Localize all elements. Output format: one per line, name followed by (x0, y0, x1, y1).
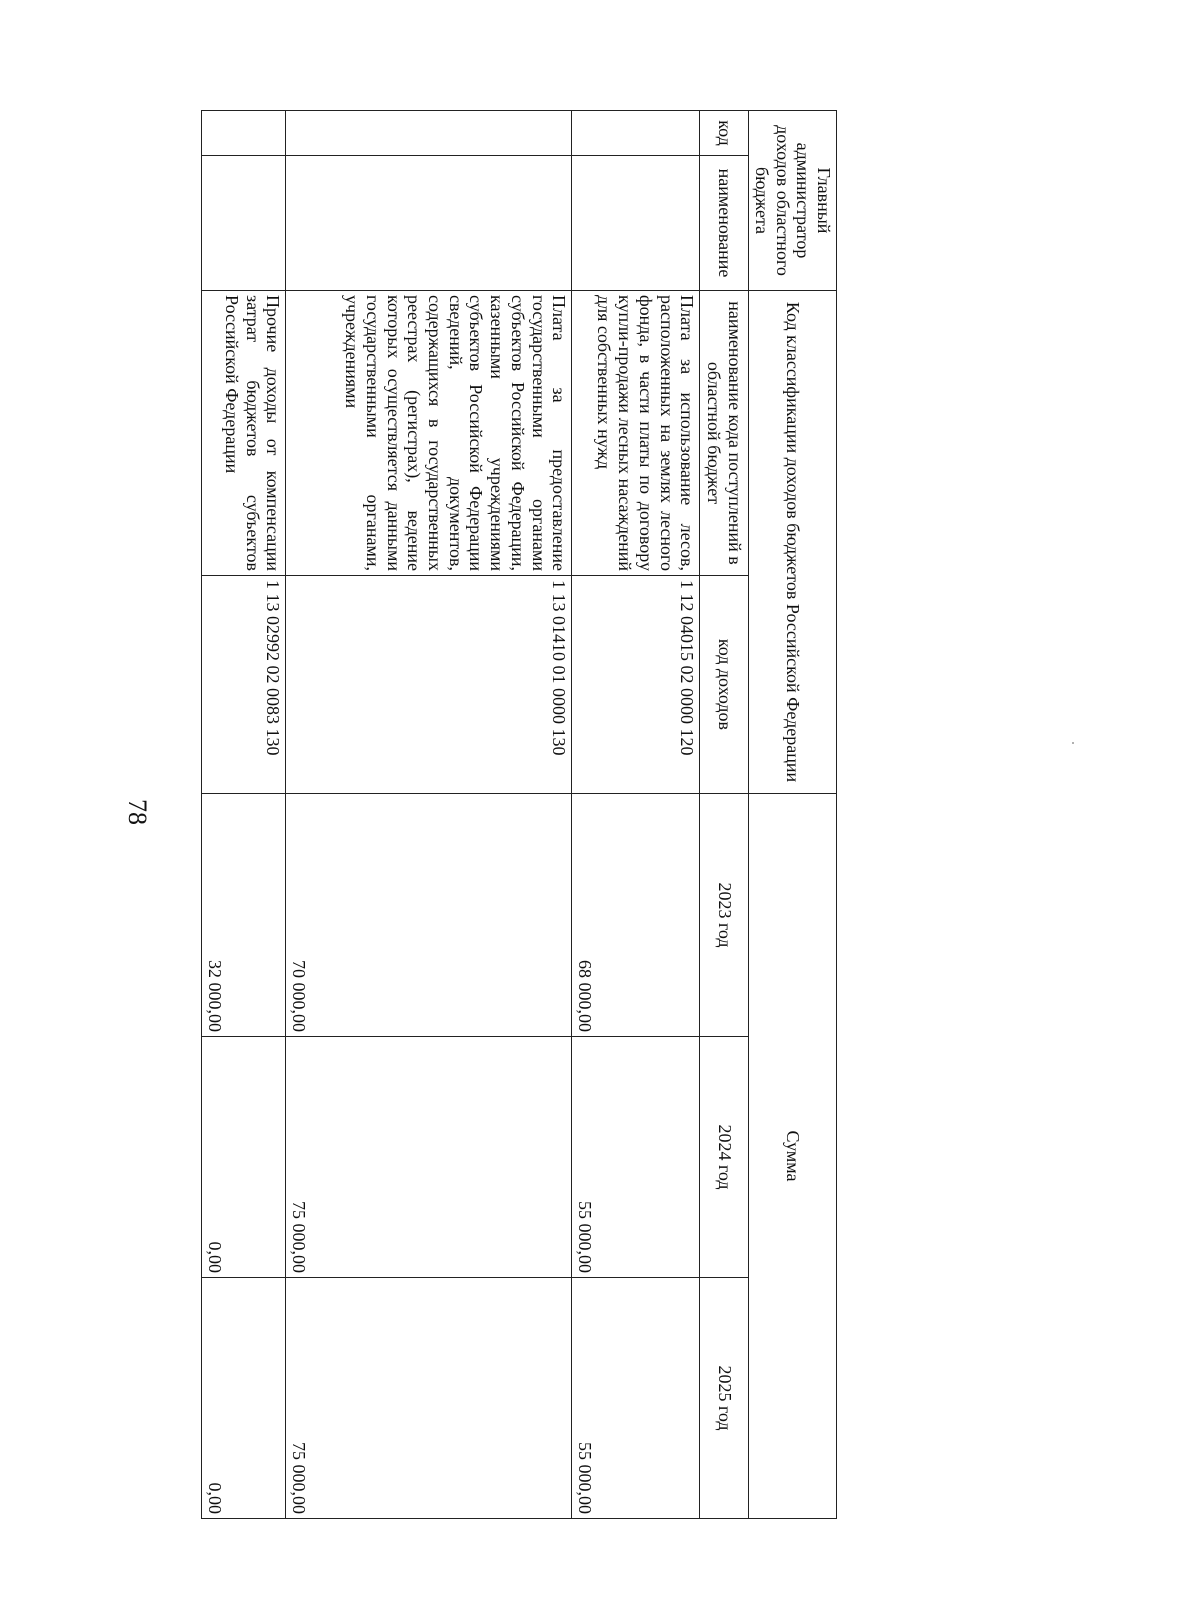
classification-group-header: Код классификации доходов бюджетов Российской Федерации (749, 291, 837, 794)
amount-group-header: Сумма (749, 794, 837, 1519)
amount-2023-cell: 68 000,00 (572, 794, 700, 1037)
table-row (202, 111, 286, 1519)
year-2025-header: 2025 год (700, 1278, 749, 1519)
revenue-name-cell: Прочие доходы от компенсации затрат бюджетов субъектов Российской Федерации (202, 291, 286, 576)
amount-2024-cell: 55 000,00 (572, 1037, 700, 1278)
amount-2025-cell: 0,00 (202, 1278, 286, 1519)
year-2024-header: 2024 год (700, 1037, 749, 1278)
table-row (572, 111, 700, 1519)
page-number: 78 (123, 799, 152, 825)
header-row-1 (749, 111, 837, 1519)
rotated-table-wrapper (204, 110, 837, 1518)
amount-2025-cell: 55 000,00 (572, 1278, 700, 1519)
administrator-group-header: Главный администратор доходов областного бюджета (749, 111, 837, 291)
amount-2024-cell: 0,00 (202, 1037, 286, 1278)
revenue-code-cell: 1 13 02992 02 0083 130 (202, 576, 286, 794)
revenue-code-cell: 1 12 04015 02 0000 120 (572, 576, 700, 794)
revenue-code-cell: 1 13 01410 01 0000 130 (286, 576, 572, 794)
table-row (286, 111, 572, 1519)
amount-2025-cell: 75 000,00 (286, 1278, 572, 1519)
admin-name-cell (202, 156, 286, 291)
amount-2023-cell: 32 000,00 (202, 794, 286, 1037)
amount-2023-cell: 70 000,00 (286, 794, 572, 1037)
budget-revenue-table (201, 110, 837, 1519)
revenue-name-cell: Плата за использование лесов, расположенных на землях лесного фонда, в части платы по договору купли-продажи лесных насаждений для собственных нужд (572, 291, 700, 576)
revenue-name-header: наименование кода поступлений в областной бюджет (700, 291, 749, 576)
year-2023-header: 2023 год (700, 794, 749, 1037)
revenue-name-cell: Плата за предоставление государственными органами субъектов Российской Федерации, казенными учреждениями субъектов Российской Федерации сведений, документов, содержащихся в государственных реестрах (регистрах), ведение которых осуществляется данными государственными органами, учреждениями (286, 291, 572, 576)
revenue-code-header: код доходов (700, 576, 749, 794)
admin-code-cell (286, 111, 572, 156)
admin-name-cell (572, 156, 700, 291)
admin-code-cell (572, 111, 700, 156)
admin-code-cell (202, 111, 286, 156)
scan-speck (1072, 742, 1074, 744)
amount-2024-cell: 75 000,00 (286, 1037, 572, 1278)
admin-name-header: наименование (700, 156, 749, 291)
header-row-2 (700, 111, 749, 1519)
admin-code-header: код (700, 111, 749, 156)
admin-name-cell (286, 156, 572, 291)
